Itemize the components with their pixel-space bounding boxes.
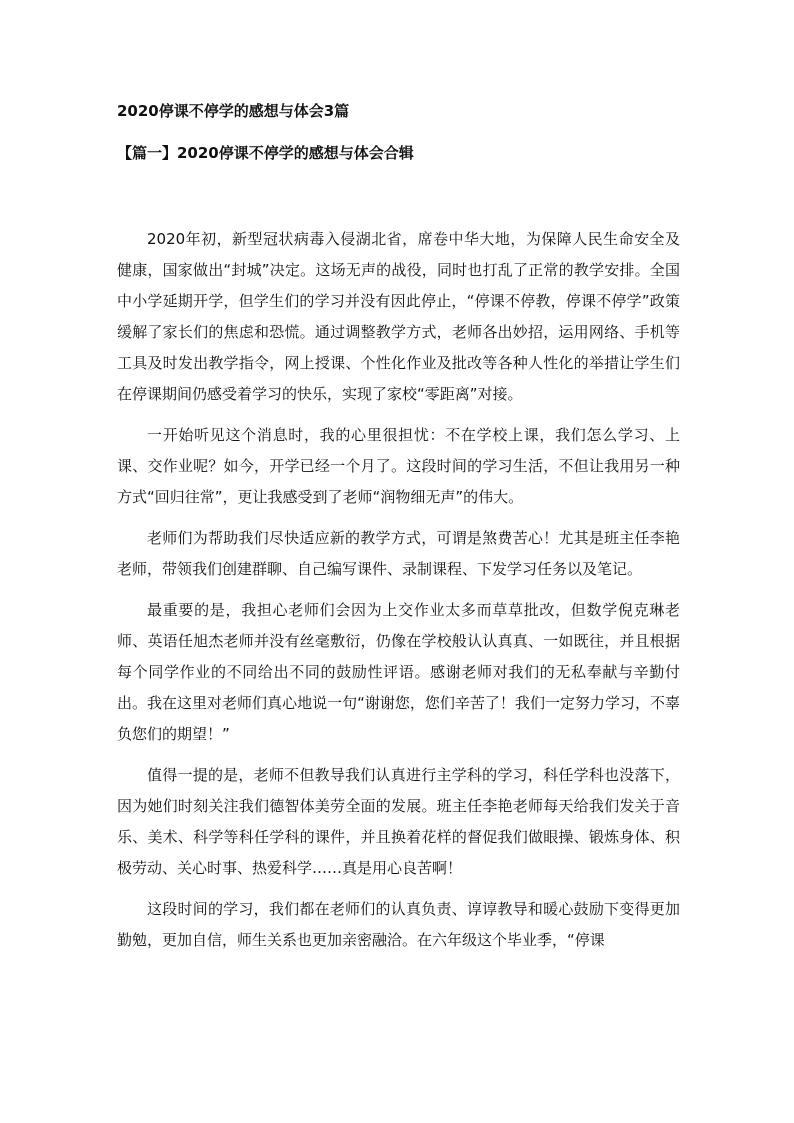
paragraph: 一开始听见这个消息时，我的心里很担忧：不在学校上课，我们怎么学习、上课、交作业呢？如今，开学已经一个月了。这段时间的学习生活，不但让我用另一种方式“回归往常”，更让我感受到了老师“润物细无声”的伟大。: [117, 426, 680, 506]
section-title: 【篇一】2020停课不停学的感想与体会合辑: [117, 144, 414, 162]
paragraph: 老师们为帮助我们尽快适应新的教学方式，可谓是煞费苦心！尤其是班主任李艳老师，带领我们创建群聊、自己编写课件、录制课程、下发学习任务以及笔记。: [117, 529, 680, 578]
paragraph: 这段时间的学习，我们都在老师们的认真负责、谆谆教导和暖心鼓励下变得更加勤勉，更加自信，师生关系也更加亲密融洽。在六年级这个毕业季，“停课: [117, 900, 680, 949]
document-title: 2020停课不停学的感想与体会3篇: [117, 102, 350, 120]
paragraph: 2020年初，新型冠状病毒入侵湖北省，席卷中华大地，为保障人民生命安全及健康，国家做出“封城”决定。这场无声的战役，同时也打乱了正常的教学安排。全国中小学延期开学，但学生们的学习并没有因此停止，“停课不停教，停课不停学”政策缓解了家长们的焦虑和恐慌。通过调整教学方式，老师各出妙招，运用网络、手机等工具及时发出教学指令，网上授课、个性化作业及批改等各种人性化的举措让学生们在停课期间仍感受着学习的快乐，实现了家校“零距离”对接。: [117, 230, 680, 403]
paragraph: 值得一提的是，老师不但教导我们认真进行主学科的学习，科任学科也没落下，因为她们时刻关注我们德智体美劳全面的发展。班主任李艳老师每天给我们发关于音乐、美术、科学等科任学科的课件，并且换着花样的督促我们做眼操、锻炼身体、积极劳动、关心时事、热爱科学……真是用心良苦啊！: [117, 766, 680, 877]
paragraph: 最重要的是，我担心老师们会因为上交作业太多而草草批改，但数学倪克琳老师、英语任旭杰老师并没有丝毫敷衍，仍像在学校般认认真真、一如既往，并且根据每个同学作业的不同给出不同的鼓励性评语。感谢老师对我们的无私奉献与辛勤付出。我在这里对老师们真心地说一句“谢谢您，您们辛苦了！我们一定努力学习，不辜负您们的期望！”: [117, 601, 680, 743]
document-body: [117, 224, 680, 966]
